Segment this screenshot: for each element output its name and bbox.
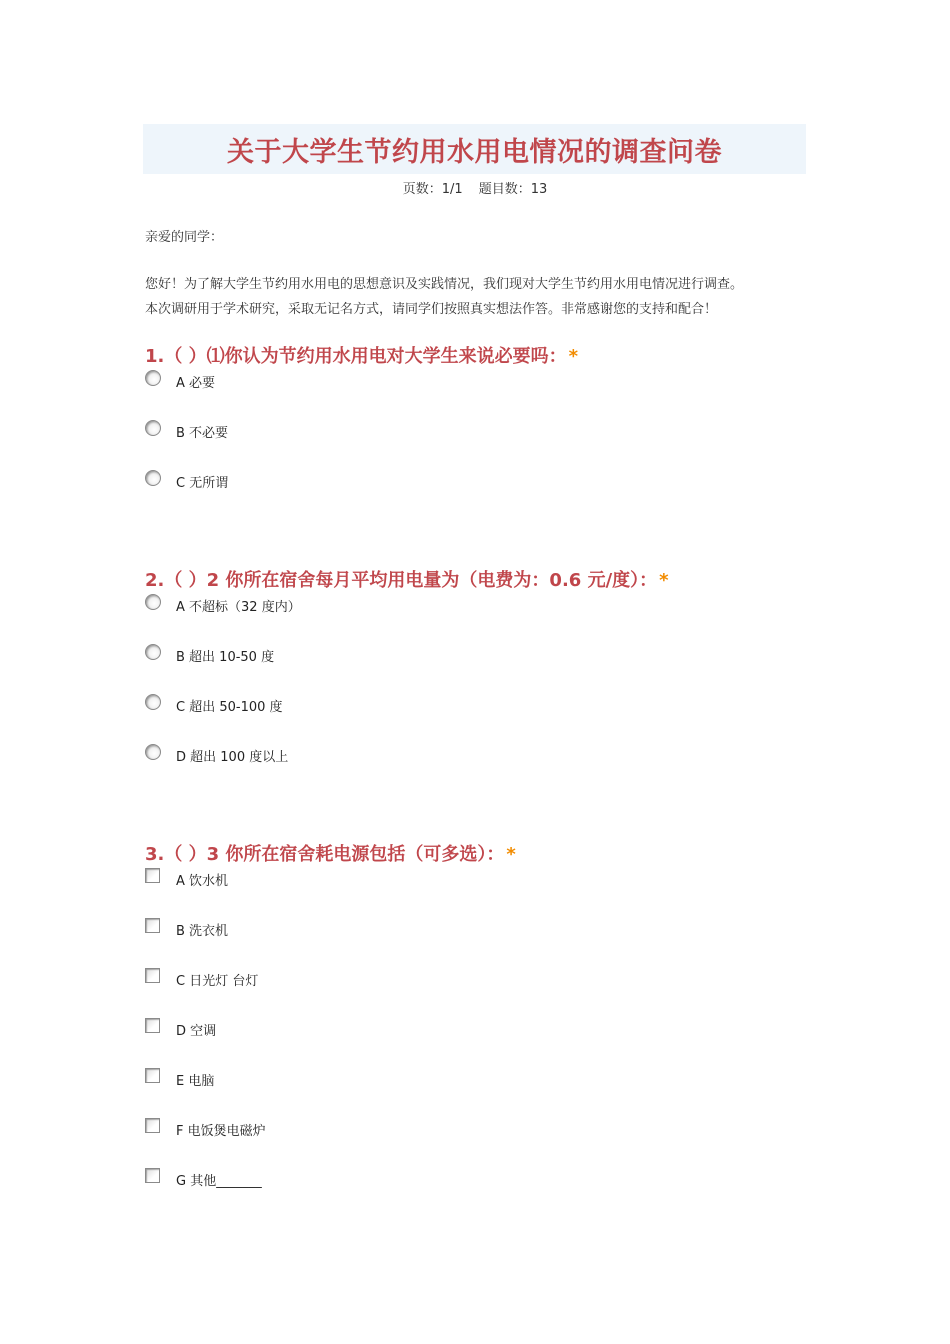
question-1-option-a[interactable] [145,370,545,394]
checkbox[interactable] [145,1118,160,1133]
question-3-title [145,840,516,866]
question-3-option-g[interactable] [145,1168,545,1192]
checkbox[interactable] [145,968,160,983]
option-label: B 超出 10-50 度 [176,650,275,665]
question-3-option-d[interactable] [145,1018,545,1042]
question-1-option-b[interactable] [145,420,545,444]
page-count: 页数：1/1 [402,182,463,197]
option-label: A 饮水机 [176,874,229,889]
checkbox[interactable] [145,868,160,883]
question-1-title [145,342,578,368]
question-3-option-a[interactable] [145,868,545,892]
question-text: 2.（ ）2 你所在宿舍每月平均用电量为（电费为：0.6 元/度）： [145,570,658,591]
question-2-title [145,566,669,592]
option-label: D 空调 [176,1024,217,1039]
option-label: B 洗衣机 [176,924,229,939]
question-text: 1.（ ）⑴你认为节约用水用电对大学生来说必要吗： [145,346,567,367]
checkbox[interactable] [145,1018,160,1033]
survey-meta [0,178,950,197]
option-label: C 日光灯 台灯 [176,974,259,989]
checkbox[interactable] [145,1168,160,1183]
question-count: 题目数：13 [478,182,548,197]
radio-button[interactable] [145,644,161,660]
greeting: 亲爱的同学： [145,230,224,245]
required-mark: * [506,844,516,865]
question-2-option-a[interactable] [145,594,545,618]
title-banner [143,124,806,174]
intro-line: 您好！为了解大学生节约用水用电的思想意识及实践情况，我们现对大学生节约用水用电情况进行调查。 [145,277,744,292]
radio-button[interactable] [145,694,161,710]
option-label: A 必要 [176,376,216,391]
question-1-option-c[interactable] [145,470,545,494]
question-3-option-f[interactable] [145,1118,545,1142]
option-label: B 不必要 [176,426,229,441]
option-label: G 其他_______ [176,1174,262,1189]
intro-paragraph [145,272,810,322]
required-mark: * [659,570,669,591]
radio-button[interactable] [145,370,161,386]
question-3-option-e[interactable] [145,1068,545,1092]
survey-title: 关于大学生节约用水用电情况的调查问卷 [227,136,722,168]
option-label: C 超出 50-100 度 [176,700,283,715]
radio-button[interactable] [145,470,161,486]
radio-button[interactable] [145,420,161,436]
checkbox[interactable] [145,918,160,933]
question-2-option-b[interactable] [145,644,545,668]
question-2-option-d[interactable] [145,744,545,768]
radio-button[interactable] [145,594,161,610]
required-mark: * [568,346,579,367]
question-2-option-c[interactable] [145,694,545,718]
radio-button[interactable] [145,744,161,760]
option-label: C 无所谓 [176,476,229,491]
intro-line: 本次调研用于学术研究，采取无记名方式，请同学们按照真实想法作答。非常感谢您的支持和配合！ [145,302,718,317]
option-label: A 不超标（32 度内） [176,600,301,615]
option-label: F 电饭煲电磁炉 [176,1124,266,1139]
question-3-option-b[interactable] [145,918,545,942]
checkbox[interactable] [145,1068,160,1083]
option-label: E 电脑 [176,1074,215,1089]
question-text: 3.（ ）3 你所在宿舍耗电源包括（可多选）： [145,844,505,865]
question-3-option-c[interactable] [145,968,545,992]
option-label: D 超出 100 度以上 [176,750,289,765]
